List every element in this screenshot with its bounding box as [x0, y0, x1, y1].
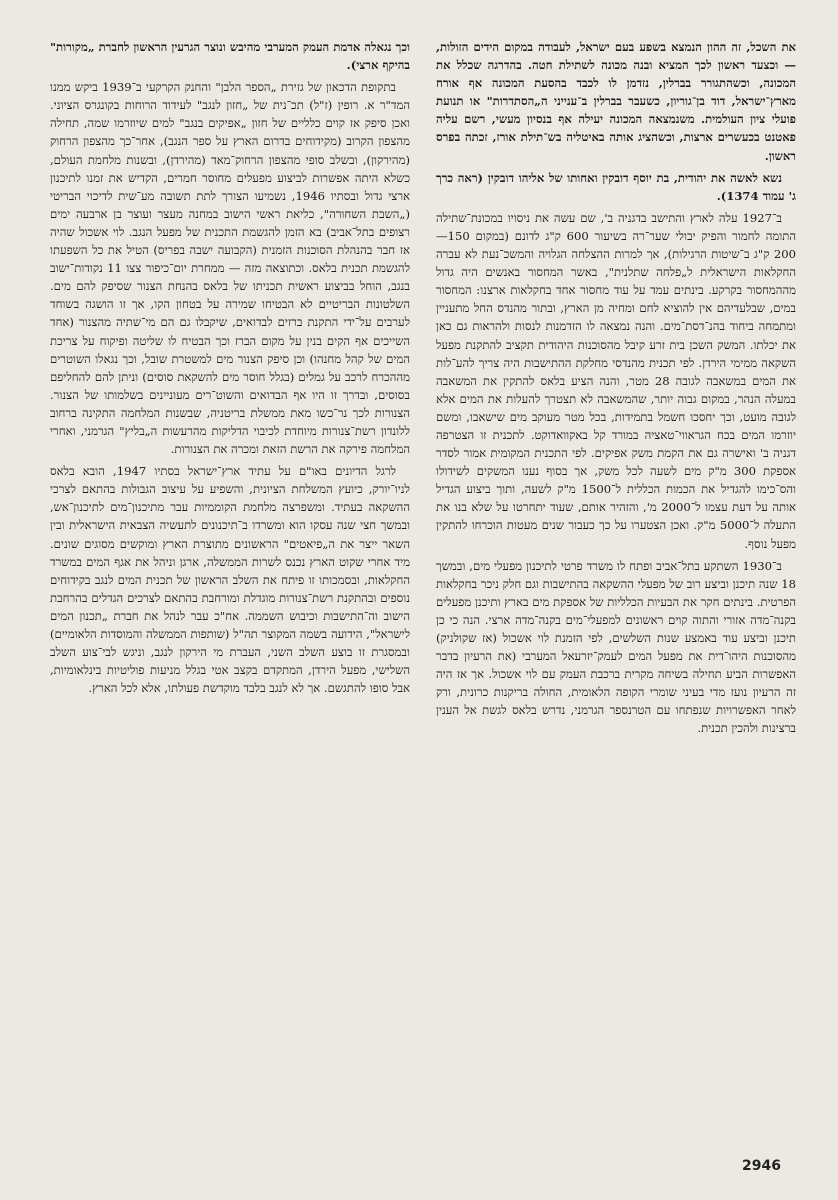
paragraph: ב־1930 השתקע בתל־אביב ופתח לו משרד פרטי לתיכנון מפעלי מים, ובמשך 18 שנה תיכנן וביצע רוב של מפעלי ההשקאה בהתישבות וגם חלק ניכר בחקלאות הפרטית. בינתים חקר את הבעיות הכלליות של אספקת מים בארץ ותיכנן מפעלים בקנה־מדה אזורי והתוה קוים ראשונים למפעלי־מים בקנה־מדה ארצי. הנה כי כן תיכנן וביצע עוד באמצע שנות השלשים, לפי הזמנת לוי אשכול (אז שקולניק) מהסוכנות היהו־דית את מפעל המים לעמק־יזרעאל המערבי (את הרעיון בדבר האפשרות הביע תחילה בשיחה מקרית ברכבת העמק עם לוי אשכול. אך אז היה זה הרעיון נועז מדי בעיני שומרי הקופה הלאומית, החולה בריקנות כרונית, ורק לאחר האפשרויות שנפתחו עם הטרנספר הגרמני, נדרש בלאס לגשת אל הענין ברצינות ולהכין תכנית.	[436, 558, 796, 736]
paragraph: נשא לאשה את יהודית, בת יוסף דובקין ואחותו של אליהו דובקין (ראה כרך ג' עמוד 1374).	[436, 170, 796, 203]
paragraph: את השכל, זה ההון הנמצא בשפע בעם ישראל, לעבודה במקום הידים הזולות, — וכצעד ראשון לכך המציא ובנה מכונה לשתילת חטה. בהדרגה שכלל את המכונה, וכשהתגורר בברלין, נזדמן לו לכבד בהסעת המכונה אף אורח מארץ־ישראל, דוד בן־גוריון, כשעבר בברלין ב־ענייני ה„הסתדרות" או תנועת פועלי ציון העולמית. משנמצאה המכונה יעילה אף בנסיון מעשי, רשם עליה פאטנט בכעשרים ארצות, וכשהציג אותה באיטליה בש־תילת אורז, זכתה בפרס ראשון.	[436, 40, 796, 163]
paragraph: לרגל הדיונים באו"ם על עתיד ארץ־ישראל בסתיו 1947, הובא בלאס לניו־יורק, כיועץ המשלחת הציונית, והשפיע על עיצוב הגבולות בהתאם לצרכי ההשקאה בעתיד. ומשפרצה מלחמת הקוממיות עבר מתיכנון־מים לתיכנון־אש, ובמשך חצי שנה עסקו הוא ומשרדו ב־תיכנונים לתעשיה הצבאית הישראלית ובין השאר ייצר את ה„פיאטים" הראשונים מתוצרת הארץ ומוקשים מסוגים שונים. מיד אחרי שקוט הארץ נכנס לשרות הממשלה, ארגן וניהל את אגף המים במשרד החקלאות, ובסמכותו זו פיתח את השלב הראשון של תכנית המים לנגב בקידוחים נוספים ובהתקנת רשת־צנורות מוגדלת ומורחבת בהתאם לצרכים הגדלים בהרחבת הישוב וה־התישבות וכיבוש השממה. אח"כ עבר לנהל את חברת „תכנון המים לישראל", הידועה בשמה המקוצר תה"ל (שותפות הממשלה והמוסדות הלאומיים) ובמסגרת זו בוצע השלב השני, העברת מי הירקון לנגב, וניגש לבי־צוע השלב השלישי, מפעל הירדן, המתקדם בקצב אטי בגלל מניעות פוליטיות בינלאומיות, אבל סופו להתגשם. אך לא לנגב בלבד מוקדשת פעולתו, אלא לכל הארץ.	[50, 464, 410, 696]
left-column	[50, 38, 410, 1128]
paragraph: ב־1927 עלה לארץ והתישב בדגניה ב', שם עשה את ניסויו במכונת־שתילה התומה לחמור והפיק יבולי שער־רה בשיעור 600 ק"ג לדונם (במקום 150—200 ק"ג ב־שיטות הרגילות), אך למרות ההצלחה הגלויה והמשכ־נעת לא עברה החקלאות הישראלית ל„פלחה שתלנית", באשר המחסור באנשים היה גדול מההמחסור בקרקע. בינתים עמד על עוד מחסור אחד בחקלאות ארצנו: המחסור במים, שבלעדיהם אין להוציא לחם ומחיה מן הארץ, ובתור מהנדס החל מתעניין ומתמחה ביחוד בהנ־דסת־מים. והנה נמצאה לו הזדמנות לנסות ולהראות גם כאן את יכלתו. המשק השכן בית זרע קיבל מהסוכנות היהודית תקציב להתקנת מפעל השקאה ממימי הירדן. לפי תכנית מהנדסי מחלקת ההתישבות היה צריך להע־לות את המים במשאבה לגובה 28 מטר, והנה הציע בלאס להתקין את המשאבה במעלה הנהר, במקום גבוה יותר, שהמשאבה לא תצטרך להעלות את המים אלא לגובה מועט, וכך יחסכו חשמל בתמידות, בכל מטר מעוקב מים שישאבו, ומשם יוזרמו המים בכח הגראווי־טאציה במורד קל באקוואדוקט. לתכנית זו הצטרפה דגניה ב' ואישרה גם את הקמת משק אפיקים. לפי התכנית המקומית אמור לסדר אספקת 300 מ"ק מים לשעה לכל משק, אך בסוף נענו המשקים לשידולו והס־כימו להגדיל את הכמות הכללית ל־1500 מ"ק לשעה, ותוך ביצוע הגדיל אותה על דעת עצמו ל־2000 מ', והזהיר אותם, שעוד יתחרטו על שלא בנו את התעלה ל־5000 מ"ק. ואכן הצטערו על כך כעבור שנים מעטות הוכרחו להתקין מפעל נוסף.	[436, 210, 796, 551]
right-column	[436, 38, 796, 1138]
paragraph: וכך נגאלה אדמת העמק המערבי מהיבש ונוצר הגרעין הראשון לחברת „מקורות" בהיקף ארצי).	[50, 40, 410, 73]
page-number: 2946	[742, 1158, 781, 1174]
paragraph: בתקופת הדכאון של גזירת „הספר הלבן" והחנק הקרקעי ב־1939 ביקש ממנו המד"ר א. רופין (ז"ל) תכ־נית של „חזון לנגב" לעידוד הרוחות בקונגרס הציוני. ואכן סיפק אז קוים כלליים של חזון „אפיקים בנגב" למים שיוזרמו שמה, תחילה מהצפון הקרוב (מקידוחים בדרום הארץ על ספר הנגב), אחר־כך מהצפון הרחוק (מהירקון), ובשלב סופי מהצפון הרחוק־מאד (מהירדן), ובשנות מלחמת העולם, כשלא היתה אפשרות לביצוע מפעלים מחוסר חמרים, הקדיש את זמנו לתיכנון ארצי גדול ובסתיו 1946, נשמיעו הצורך לתת תשובה מע־שית לדיכוי הבריטי („השבת השחורה", כליאת ראשי הישוב במחנה מעצר ועוצר בן ארבעה ימים רצופים בתל־אביב) בא הזמן להגשמת התכנית של מפעל הנגב. לוי אשכול שהיה אז חבר בהנהלת הסוכנות הזמנית (הקבועה ישבה בפריס) הטיל את כל השפעתו להגשמת תכנית בלאס. וכתוצאה מזה — ממחרת יום־כיפור צצו 11 נקודות־ישוב בנגב, הוחל בביצוע ראשית תכניתו של בלאס בהנחת הצנור שסיפק להם מים. השלטונות הבריטיים לא הבטיחו שמירה על בטחון הקו, אך זו הושגה בשוחד לערבים על־ידי התקנת ברזים לבדואים, שיקבלו גם הם מי־שתיה מהצנור (אחד השייכים אף הקים בנין על מקום הברז וכך הבטיח לו שליטה ופיקוח על צריכת המים של קהל מחנהו) וכן סיפק הצנור מים למשטרת שובל, וכך נגאלו השוטרים מההכרח לרכב על גמלים (בגלל חוסר מים להשקאת סוסים) וניתן להם להחליפם בסוסים, ובדרך זו היו אף הבדואים והשוט־רים מעוניינים בשלמותו של הצנור. הצנורות לכך נר־כשו מאת ממשלת בריטניה, שבשנות המלחמה התקינה ברחוב ללונדון רשת־צנורות מיוחדת לכיבוי הדליקות מהרעשות ה„בליץ" הגרמני, ואחרי המלחמה פירקה את הרשת הזאת ומכרה את הצנורות.	[50, 80, 410, 457]
